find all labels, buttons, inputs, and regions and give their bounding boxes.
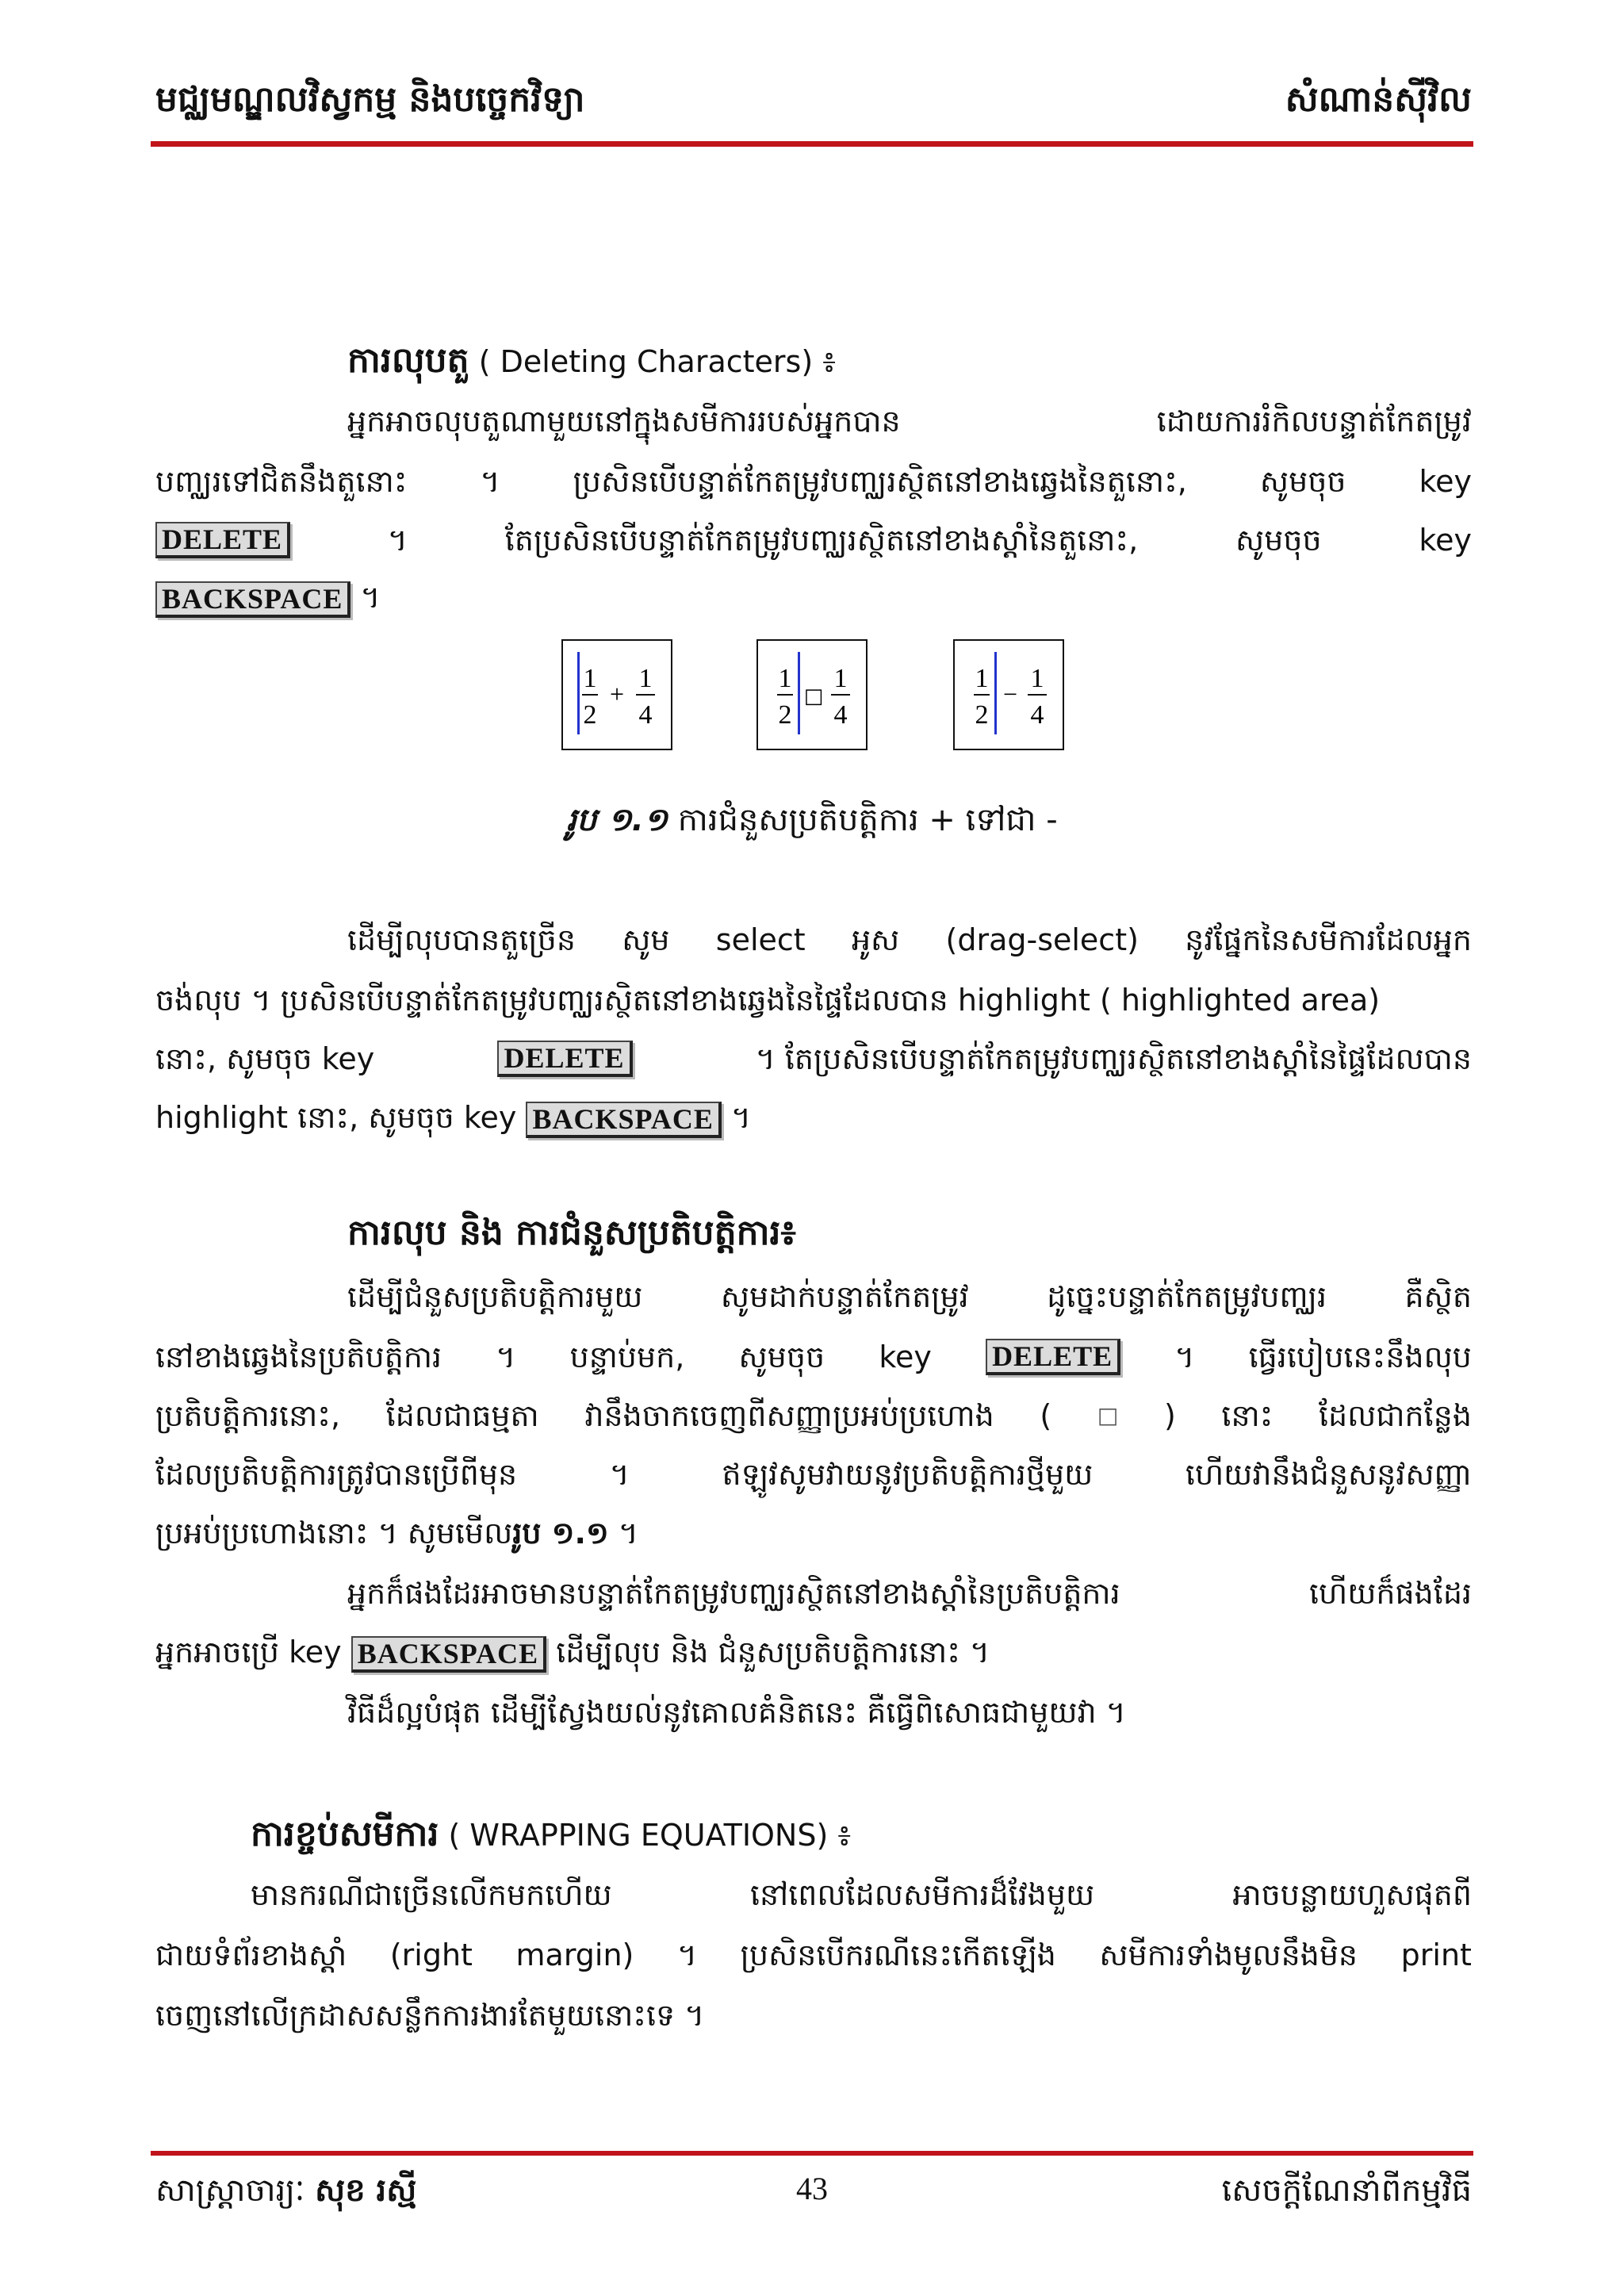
text-run: ។: [496, 1340, 516, 1374]
header-right-title: សំណាន់ស៊ីវិល: [1285, 79, 1472, 120]
figure-box-placeholder: [756, 639, 868, 750]
numerator: 1: [638, 664, 653, 693]
text-run: សូមដាក់បន្ទាត់កែតម្រូវ: [720, 1279, 969, 1314]
fraction-expression: [955, 641, 1063, 749]
text-run: បន្ទាប់មក,: [569, 1340, 685, 1374]
figure-caption: [0, 799, 1624, 846]
section1-title: ការលុបតួ: [347, 340, 469, 381]
section1-line4: [155, 577, 1472, 618]
numerator: 1: [833, 664, 848, 693]
footer-right-title: សេចក្តីណែនាំពីកម្មវិធី: [1221, 2172, 1472, 2209]
page-number: 43: [796, 2171, 828, 2206]
section1-line1: [347, 401, 1472, 441]
text-run: អ្នកក៏ផងដែរអាចមានបន្ទាត់កែតម្រូវបញ្ឈរស្ថិតនៅខាងស្តាំនៃប្រតិបត្តិការ: [347, 1576, 1120, 1611]
text-run: select: [715, 922, 806, 957]
text-run: print: [1400, 1938, 1472, 1972]
text-run: highlight នោះ, សូមចុច key: [155, 1100, 517, 1135]
text-run: (drag-select): [945, 922, 1139, 957]
footer-author-label: សាស្ត្រាចារ្យៈ: [155, 2172, 305, 2209]
text-run: ដែលជាធម្មតា: [385, 1398, 539, 1433]
text-run: ។: [730, 1100, 751, 1135]
text-run: គឺស្ថិត: [1404, 1279, 1472, 1314]
text-run: អាចបន្លាយហួសផុតពី: [1232, 1877, 1472, 1912]
text-run: នោះ, សូមចុច key: [155, 1041, 375, 1076]
section2-line6: [347, 1573, 1472, 1613]
section2-title: ការលុប និង ការជំនួសប្រតិបត្តិការ៖: [347, 1213, 796, 1253]
fraction-expression: [758, 641, 866, 749]
text-run: ដែលប្រតិបត្តិការត្រូវបានប្រើពីមុន: [155, 1457, 518, 1492]
text-run: សូមចុច: [1259, 464, 1346, 499]
cursor-bar: [994, 652, 997, 734]
text-run: ប្រតិបត្តិការនោះ,: [155, 1398, 341, 1433]
text-run: key: [1419, 464, 1472, 499]
denominator: 4: [833, 700, 848, 730]
header-rule: [151, 141, 1473, 147]
text-run: ដើម្បីលុប និង ជំនួសប្រតិបត្តិការនោះ ។: [556, 1635, 990, 1669]
numerator: 1: [1030, 664, 1044, 693]
cursor-bar: [577, 652, 580, 734]
section2-line2: [155, 1337, 1472, 1377]
text-run: ។: [387, 523, 408, 558]
text-run: មានករណីជាច្រើនលើកមកហើយ: [251, 1877, 612, 1912]
section1-title-en: ( Deleting Characters) ៖: [478, 344, 836, 379]
text-run: នៅពេលដែលសមីការដ៏វែងមួយ: [750, 1877, 1095, 1912]
text-run: សូមចុច: [1235, 523, 1322, 558]
text-run: អូស: [851, 922, 900, 957]
text-run: ដើម្បីជំនួសប្រតិបត្តិការមួយ: [347, 1279, 643, 1314]
section2-line4: [155, 1455, 1472, 1494]
numerator: 1: [583, 664, 597, 693]
text-run: នូវផ្នែកនៃសមីការដែលអ្នក: [1185, 922, 1472, 957]
footer-author-name: សុខ រស្មី: [315, 2172, 417, 2209]
text-run: ។: [609, 1457, 630, 1492]
section3-heading: [251, 1815, 1472, 1855]
section2-line7: [155, 1632, 1472, 1673]
cursor-bar: [798, 652, 800, 734]
text-run: ហើយវានឹងជំនួសនូវសញ្ញា: [1185, 1457, 1472, 1492]
operator-placeholder: □: [803, 684, 824, 708]
text-run: អ្នកអាចលុបតួណាមួយនៅក្នុងសមីការរបស់អ្នកបាន: [347, 404, 901, 439]
text-run: អ្នកអាចប្រើ key: [155, 1635, 342, 1669]
text-run: margin): [515, 1938, 634, 1972]
text-run: ។: [618, 1516, 638, 1550]
text-run: ឥឡូវសូមវាយនូវប្រតិបត្តិការថ្មីមួយ: [722, 1457, 1094, 1492]
backspace-key-badge: BACKSPACE: [351, 1636, 546, 1673]
text-run: key: [879, 1340, 932, 1374]
delete-key-badge: DELETE: [497, 1041, 632, 1077]
figure-box-plus: [561, 639, 672, 750]
text-run: ។ តែប្រសិនបើបន្ទាត់កែតម្រូវបញ្ឈរស្ថិតនៅខាងស្តាំនៃផ្ទៃដែលបាន: [755, 1041, 1472, 1076]
placeholder-box-icon: □: [1097, 1402, 1119, 1428]
text-run: សូមចុច: [738, 1340, 825, 1374]
text-run: ។: [480, 464, 500, 499]
figure-box-minus: [953, 639, 1064, 750]
text-run: ។: [360, 580, 381, 615]
text-run: ហើយក៏ផងដែរ: [1308, 1576, 1472, 1611]
text-run: ដើម្បីលុបបានតួច្រើន: [347, 922, 576, 957]
section3-title: ការខ្ចប់សមីការ: [251, 1814, 439, 1854]
text-run: វានឹងចាកចេញពីសញ្ញាប្រអប់ប្រហោង: [584, 1398, 994, 1433]
text-run: តែប្រសិនបើបន្ទាត់កែតម្រូវបញ្ឈរស្ថិតនៅខាងស្តាំនៃតួនោះ,: [504, 523, 1139, 558]
numerator: 1: [778, 664, 792, 693]
section3-line1: [251, 1875, 1472, 1915]
text-run: ។: [676, 1938, 698, 1972]
section3-line2: [155, 1935, 1472, 1975]
text-run: ជាយទំព័រខាងស្តាំ: [155, 1938, 347, 1972]
operator: +: [609, 680, 625, 708]
section2-line1: [347, 1277, 1472, 1317]
fraction-expression: [563, 641, 671, 749]
section3-title-en: ( WRAPPING EQUATIONS) ៖: [448, 1818, 852, 1853]
denominator: 2: [778, 700, 792, 730]
text-run: នោះ: [1221, 1398, 1274, 1433]
text-run: ដូច្នេះបន្ទាត់កែតម្រូវបញ្ឈរ: [1047, 1279, 1327, 1314]
para2-line2: ចង់លុប ។ ប្រសិនបើបន្ទាត់កែតម្រូវបញ្ឈរស្ថិតនៅខាងឆ្វេងនៃផ្ទៃដែលបាន highlight ( highlighted area): [155, 983, 1381, 1018]
section1-heading: [347, 341, 1472, 381]
delete-key-badge: DELETE: [155, 522, 290, 558]
denominator: 4: [638, 700, 653, 730]
text-run: (: [1040, 1398, 1052, 1433]
footer-rule: [151, 2151, 1473, 2156]
text-run: ដោយការរំកិលបន្ទាត់កែតម្រូវ: [1156, 404, 1472, 439]
denominator: 2: [583, 700, 597, 730]
denominator: 2: [975, 700, 989, 730]
text-run: នៅខាងឆ្វេងនៃប្រតិបត្តិការ: [155, 1340, 442, 1374]
text-run: ដែលជាកន្លែង: [1319, 1398, 1472, 1433]
section2-line5: [155, 1513, 1472, 1553]
figure-caption-text: ការជំនួសប្រតិបត្តិការ + ទៅជា -: [677, 802, 1058, 838]
text-run: ប្រសិនបើករណីនេះកើតឡើង: [740, 1938, 1056, 1972]
text-run: សូម: [622, 922, 670, 957]
text-run: ធ្វើរបៀបនេះនឹងលុប: [1248, 1340, 1472, 1374]
para2-line1: [347, 920, 1472, 960]
section3-line3: ចេញនៅលើក្រដាសសន្លឹកការងារតែមួយនោះទេ ។: [155, 1998, 705, 2033]
text-run: សមីការទាំងមូលនឹងមិន: [1099, 1938, 1358, 1972]
backspace-key-badge: BACKSPACE: [526, 1102, 721, 1138]
backspace-key-badge: BACKSPACE: [155, 581, 350, 618]
denominator: 4: [1030, 700, 1044, 730]
figure-label: រូប ១.១: [566, 802, 668, 838]
para2-line3: [155, 1039, 1472, 1079]
text-run: key: [1419, 523, 1472, 558]
section2-line8: វិធីដ៏ល្អបំផុត ដើម្បីស្វែងយល់នូវគោលគំនិតនេះ គឺធ្វើពិសោធជាមួយវា ។: [347, 1695, 1126, 1730]
delete-key-badge: DELETE: [986, 1339, 1120, 1375]
section1-line3: [155, 520, 1472, 560]
text-run: ): [1163, 1398, 1176, 1433]
operator: −: [1002, 680, 1018, 708]
text-run: ប្រអប់ប្រហោងនោះ ។ សូមមើល: [155, 1516, 513, 1550]
section2-line3: [155, 1396, 1472, 1435]
para2-line4: [155, 1098, 1472, 1138]
numerator: 1: [975, 664, 989, 693]
text-run: ។: [1174, 1340, 1195, 1374]
text-run: (right: [389, 1938, 473, 1972]
figure-reference: រូប ១.១: [512, 1516, 609, 1550]
text-run: បញ្ឈរទៅជិតនឹងតួនោះ: [155, 464, 408, 499]
header-left-title: មជ្ឈមណ្ឌលវិស្វកម្ម និងបច្ចេកវិទ្យា: [155, 79, 585, 120]
text-run: ប្រសិនបើបន្ទាត់កែតម្រូវបញ្ឈរស្ថិតនៅខាងឆ្វេងនៃតួនោះ,: [573, 464, 1187, 499]
section1-line2: [155, 462, 1472, 501]
